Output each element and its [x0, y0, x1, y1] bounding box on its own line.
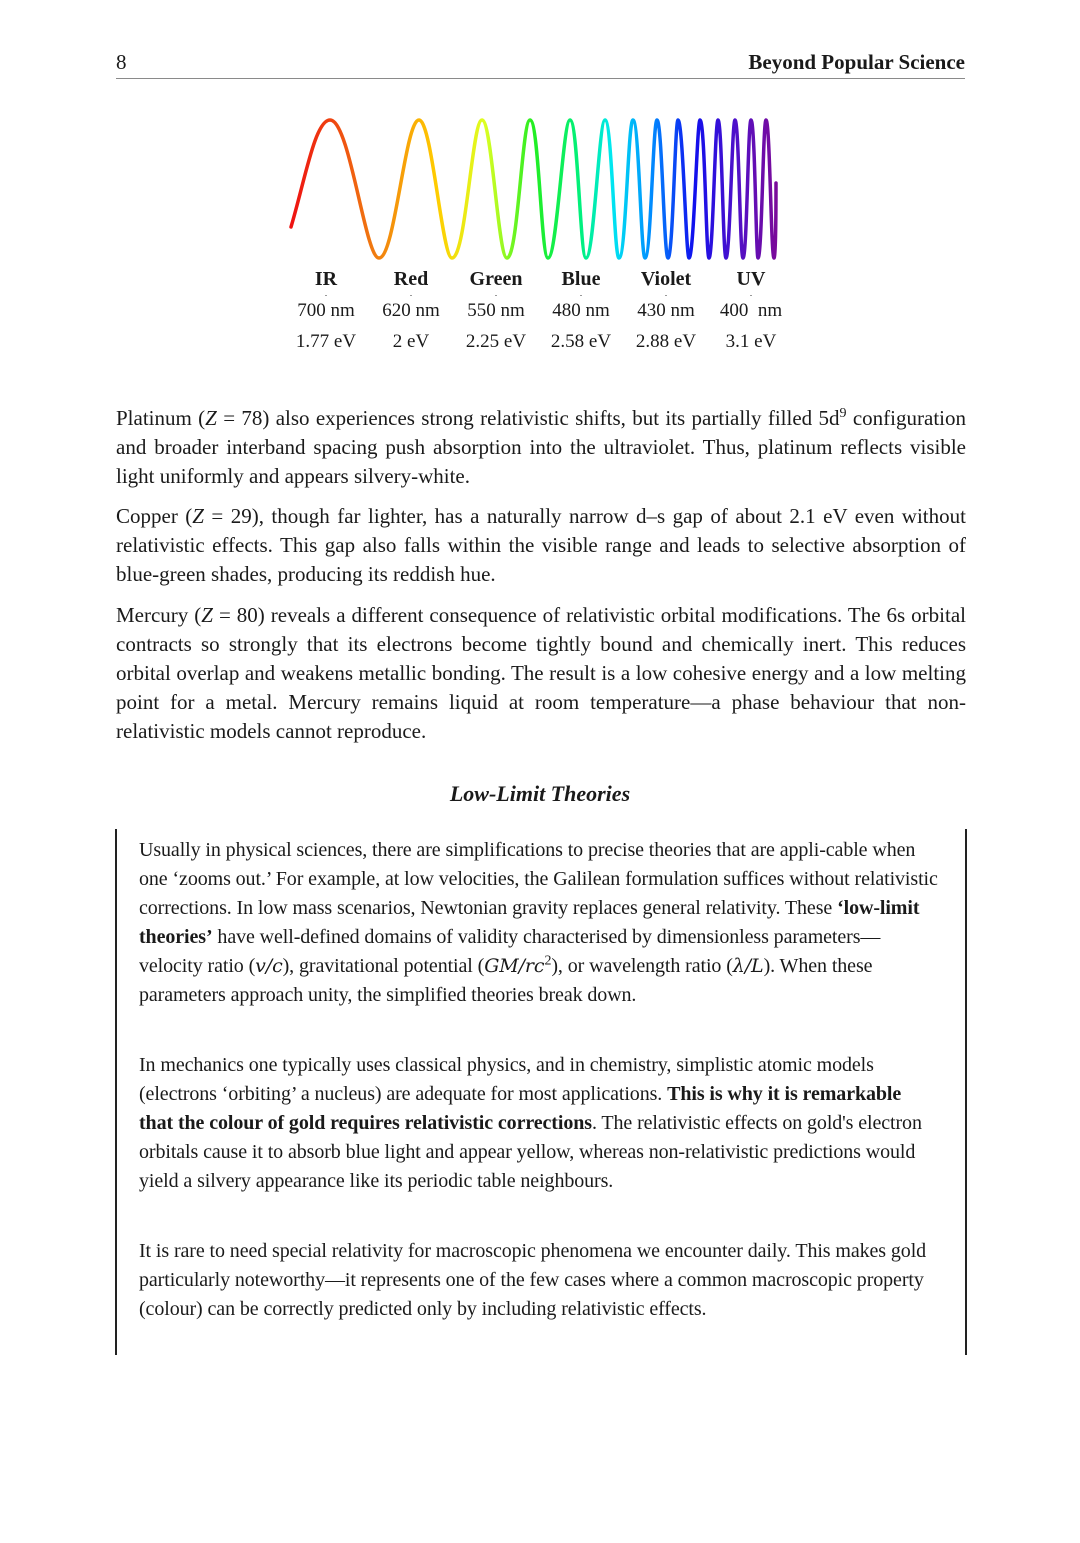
box-paragraph-2: [139, 1051, 939, 1196]
band-wavelength: 550 nm: [467, 300, 525, 321]
page-number: 8: [116, 50, 127, 74]
section-heading: Low-Limit Theories: [449, 781, 631, 806]
text-run: Copper (: [116, 504, 193, 528]
math-symbol: Z: [201, 603, 213, 627]
math-symbol: Z: [192, 504, 204, 528]
math-expression: λ/L: [732, 955, 764, 977]
superscript: 9: [839, 406, 847, 421]
band-name: Red: [393, 268, 429, 290]
text-run: ), gravitational potential (: [282, 955, 485, 977]
tick-mark: [580, 295, 582, 296]
spectrum-wave-graphic: [280, 110, 790, 270]
text-run: In mechanics one typically uses classical physics, and in chemistry, simplistic atomic models (electrons ‘orbiting’ a nucleus) are adequate for most applications.: [139, 1054, 874, 1105]
math-symbol: Z: [205, 406, 217, 430]
band-wavelength: 430 nm: [637, 300, 695, 321]
text-run: have well-defined domains of validity characterised by dimensionless parameters—velocity ratio (: [139, 926, 881, 977]
text-run: Usually in physical sciences, there are simplifications to precise theories that are appli-cable when one ‘zooms out.’ For example, at low velocities, the Galilean formulation suffices without relativistic corrections. In low mass scenarios, Newtonian gravity replaces general relativity. These: [139, 839, 938, 919]
tick-mark: [495, 295, 497, 296]
text-run: Mercury (: [116, 603, 202, 627]
band-energy: 2 eV: [392, 331, 430, 352]
band-name: Green: [469, 268, 523, 290]
band-energy: 2.25 eV: [465, 331, 527, 352]
band-name: UV: [736, 268, 766, 290]
tick-mark: [410, 295, 412, 296]
band-wavelength: 480 nm: [552, 300, 610, 321]
paragraph-mercury: [116, 601, 966, 746]
math-expression: GM/rc: [484, 955, 545, 977]
paragraph-platinum: [116, 404, 966, 491]
band-energy: 2.88 eV: [635, 331, 697, 352]
running-header: [116, 48, 965, 79]
box-paragraph-1: [139, 836, 939, 1010]
text-run: Platinum (: [116, 406, 206, 430]
band-name: IR: [314, 268, 338, 290]
spectrum-figure: [0, 100, 1080, 370]
superscript: 2: [544, 953, 552, 969]
text-run: = 78) also experiences strong relativistic shifts, but its partially filled 5d: [216, 406, 840, 430]
paragraph-copper: [116, 502, 966, 589]
band-wavelength: 620 nm: [382, 300, 440, 321]
callout-box: [115, 829, 967, 1355]
band-energy: 1.77 eV: [295, 331, 357, 352]
tick-mark: [325, 295, 327, 296]
book-title: Beyond Popular Science: [748, 50, 965, 74]
box-paragraph-3: It is rare to need special relativity for macroscopic phenomena we encounter daily. This makes gold particularly noteworthy—it represents one of the few cases where a common macroscopic property (colour) can be correctly predicted only by including relativistic effects.: [139, 1240, 927, 1320]
wave-path: [291, 120, 776, 258]
band-wavelength: 400 nm: [719, 300, 783, 321]
bold-statement: This is why it is remarkable that the colour of gold requires relativistic corrections: [139, 1083, 902, 1134]
tick-mark: [750, 295, 752, 296]
band-name: Blue: [561, 268, 601, 290]
text-run: configuration and broader interband spacing push absorption into the ultraviolet. Thus, platinum reflects visible light uniformly and appears silvery-white.: [116, 406, 966, 488]
text-run: ), or wavelength ratio (: [551, 955, 733, 977]
text-run: ). When these parameters approach unity, the simplified theories break down.: [139, 955, 873, 1006]
band-energy: 3.1 eV: [725, 331, 777, 352]
bold-term: ‘low-limit theories’: [139, 897, 920, 948]
math-expression: v/c: [255, 955, 283, 977]
tick-mark: [665, 295, 667, 296]
text-run: = 80) reveals a different consequence of relativistic orbital modifications. The 6s orbital contracts so strongly that its electrons become tightly bound and chemically inert. This reduces orbital overlap and weakens metallic bonding. The result is a low cohesive energy and a low melting point for a metal. Mercury remains liquid at room temperature—a phase behaviour that non-relativistic models cannot reproduce.: [116, 603, 966, 743]
band-name: Violet: [640, 268, 692, 290]
text-run: . The relativistic effects on gold's electron orbitals cause it to absorb blue light and appear yellow, whereas non-relativistic predictions would yield a silvery appearance like its periodic table neighbours.: [139, 1112, 922, 1192]
text-run: = 29), though far lighter, has a naturally narrow d–s gap of about 2.1 eV even without relativistic effects. This gap also falls within the visible range and leads to selective absorption of blue-green shades, producing its reddish hue.: [116, 504, 966, 586]
band-wavelength: 700 nm: [297, 300, 355, 321]
band-energy: 2.58 eV: [550, 331, 612, 352]
